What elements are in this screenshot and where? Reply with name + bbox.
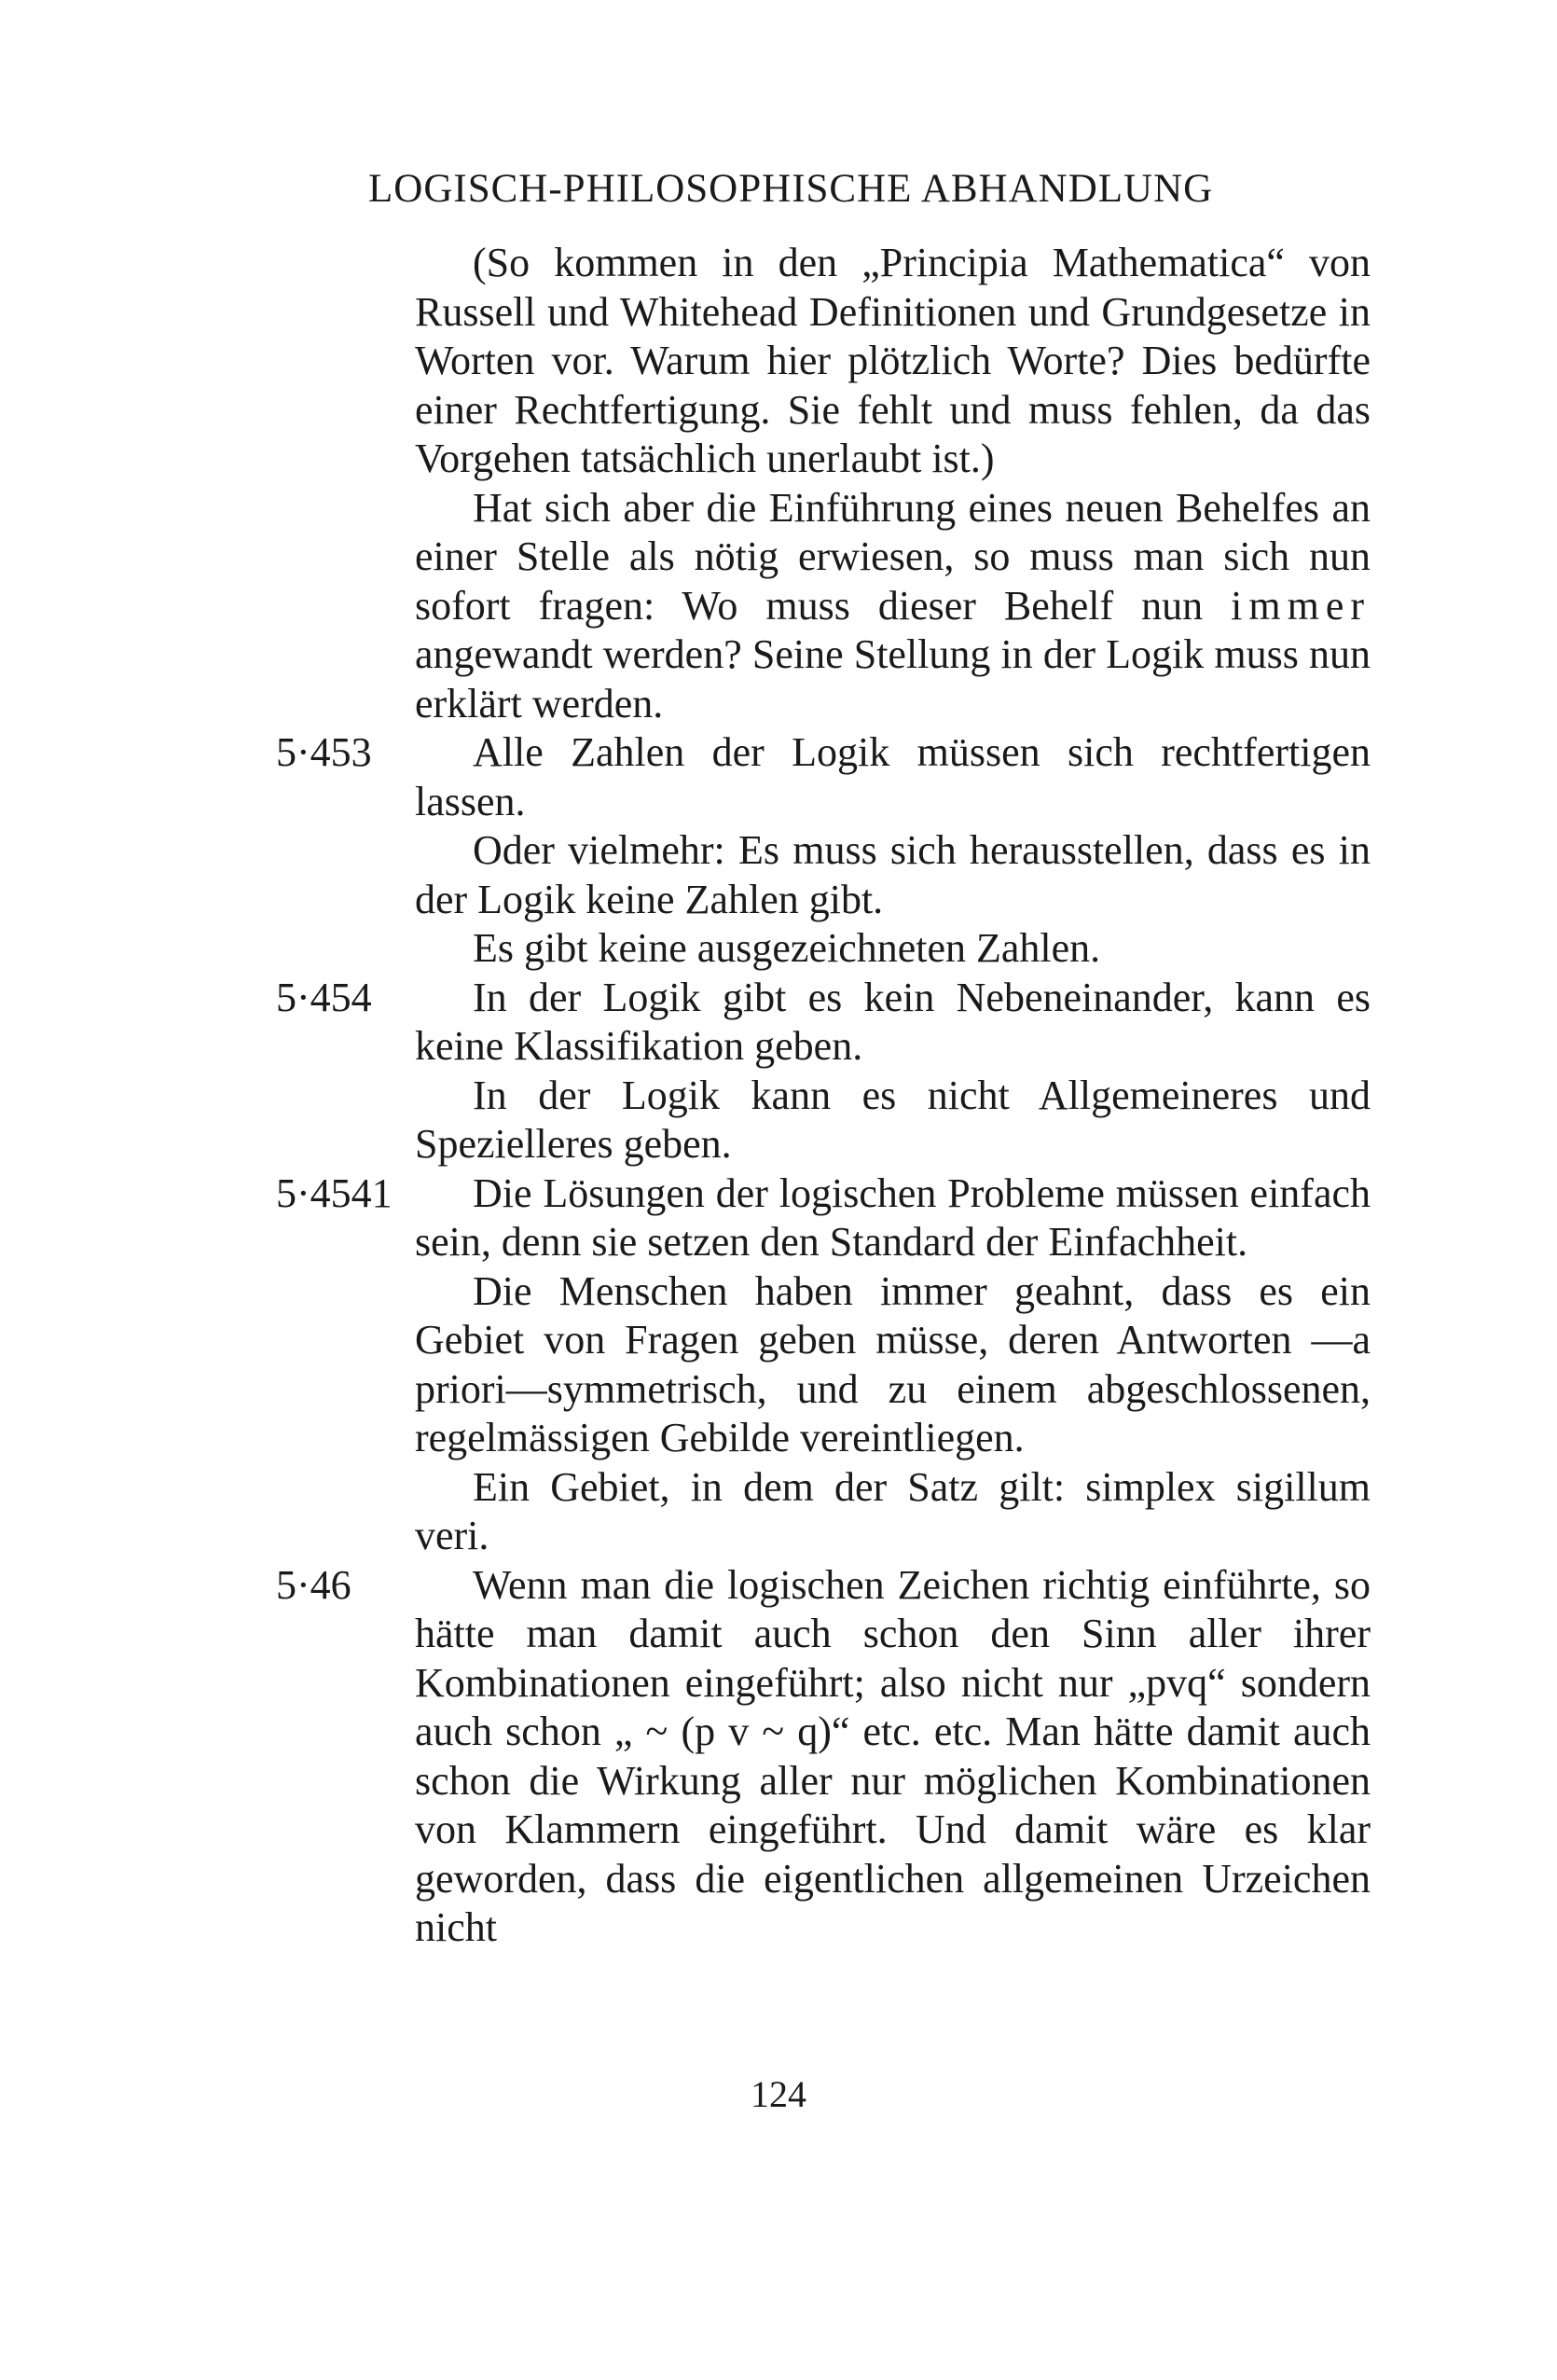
- paragraph: 5·4541 Die Lösungen der logischen Probleme müssen einfach sein, denn sie setzen den Standard der Einfachheit.: [276, 1169, 1371, 1265]
- section-number: 5·4541: [276, 1169, 393, 1216]
- page-number: 124: [751, 2073, 806, 2115]
- body-text: [0, 239, 1557, 1953]
- paragraph: Oder vielmehr: Es muss sich herausstellen, dass es in der Logik keine Zahlen gibt.: [415, 827, 1371, 922]
- section-number: 5·453: [276, 729, 372, 775]
- running-head: LOGISCH-PHILOSOPHISCHE ABHANDLUNG: [368, 167, 1214, 211]
- paragraph: Die Menschen haben immer geahnt, dass es ein Gebiet von Fragen geben müsse, deren Antworten —a priori—symmetrisch, und zu einem abgeschlossenen, regelmässigen Gebilde vereintliegen.: [415, 1267, 1371, 1460]
- paragraph: (So kommen in den „Principia Mathematica“ von Russell und Whitehead Definitionen und Grundgesetze in Worten vor. Warum hier plötzlich Worte? Dies bedürfte einer Rechtfertigung. Sie fehlt und muss fehlen, da das Vorgehen tatsächlich unerlaubt ist.): [415, 240, 1371, 481]
- paragraph: Ein Gebiet, in dem der Satz gilt: simplex sigillum veri.: [415, 1463, 1371, 1558]
- paragraph: 5·453 Alle Zahlen der Logik müssen sich rechtfertigen lassen.: [276, 729, 1371, 824]
- section-number: 5·454: [276, 974, 372, 1020]
- paragraph: In der Logik kann es nicht Allgemeineres und Spezielleres geben.: [415, 1072, 1371, 1167]
- emphasized-word: immer: [1231, 582, 1371, 629]
- section-number: 5·46: [276, 1561, 351, 1608]
- paragraph: 5·454 In der Logik gibt es kein Nebeneinander, kann es keine Klassifikation geben.: [276, 974, 1371, 1069]
- paragraph: Es gibt keine ausgezeichneten Zahlen.: [473, 925, 1101, 971]
- paragraph: 5·46 Wenn man die logischen Zeichen richtig einführte, so hätte man damit auch schon den Sinn aller ihrer Kombinationen eingeführt; also nicht nur „pvq“ sondern auch schon „ ~ (p v ~ q)“ etc. etc. Man hätte damit auch schon die Wirkung aller nur möglichen Kombinationen von Klammern eingeführt. Und damit wäre es klar geworden, dass die eigentlichen allgemeinen Urzeichen nicht: [276, 1561, 1371, 1950]
- paragraph: Hat sich aber die Einführung eines neuen Behelfes an einer Stelle als nötig erwiesen, so muss man sich nun sofort fragen: Wo muss dieser Behelf nun immer angewandt werden? Seine Stellung in der Logik muss nun erklärt werden.: [415, 484, 1371, 726]
